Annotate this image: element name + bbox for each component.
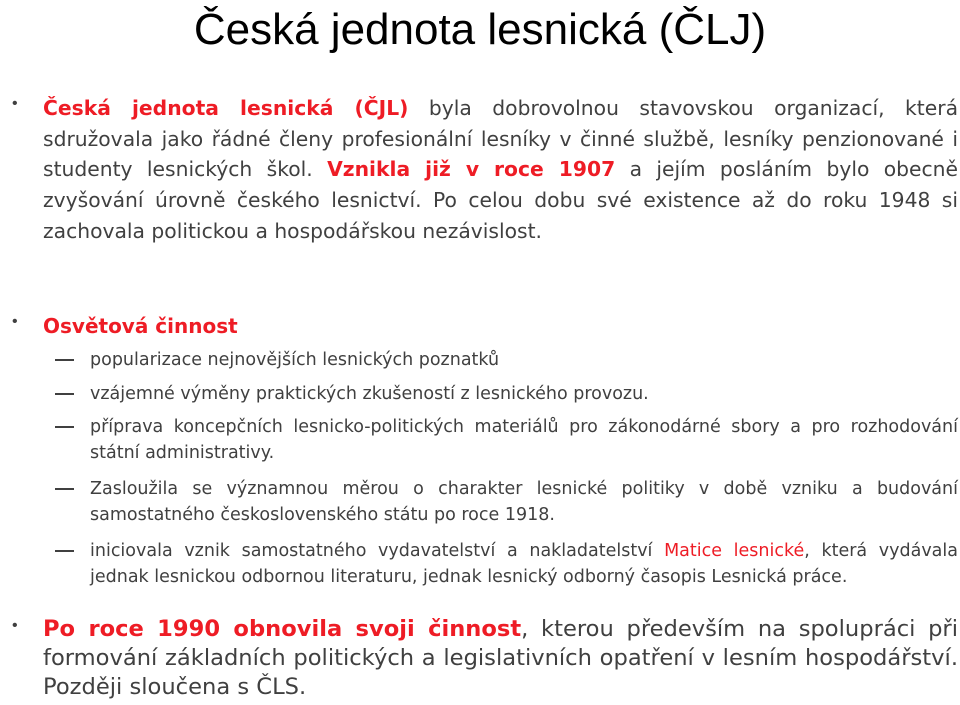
- activity-text: příprava koncepčních lesnicko-politických materiálů pro zákonodárné sbory a pro rozhodování státní administrativy.: [90, 417, 958, 463]
- bullet-renewal: [12, 615, 958, 702]
- activity-text: popularizace nejnovějších lesnických poznatků: [90, 350, 500, 370]
- bullet-founding: [12, 93, 958, 247]
- bullet-renewal-text: [43, 615, 958, 702]
- slide-title: Česká jednota lesnická (ČLJ): [193, 5, 767, 54]
- bullet-founding-text: [43, 93, 958, 247]
- activity-text: [90, 538, 958, 590]
- activity-text: vzájemné výměny praktických zkušeností z lesnického provozu.: [90, 384, 649, 404]
- dash-marker: [55, 550, 74, 552]
- dash-marker: [55, 488, 74, 490]
- bullet-dot: •: [12, 617, 18, 634]
- founding-text-1: byla dobrovolnou stavovskou organizací, která sdružovala jako řádné členy profesionální lesníky v činné službě, lesníky penzionované i studenty lesnických škol.: [43, 96, 958, 182]
- activities-heading: Osvětová činnost: [43, 314, 238, 338]
- publisher-name-highlight: Matice lesnické: [664, 541, 805, 561]
- publisher-text-after: , která vydávala jednak lesnickou odbornou literaturu, jednak lesnický odborný časopis Lesnická práce.: [90, 541, 958, 587]
- activity-item: [55, 347, 958, 373]
- publisher-text-before: iniciovala vznik samostatného vydavatelství a nakladatelství: [90, 541, 665, 561]
- activity-item: [55, 538, 958, 590]
- bullet-dot: •: [12, 95, 18, 112]
- activity-item: [55, 476, 958, 528]
- founding-text-2: a jejím posláním bylo obecně zvyšování úrovně českého lesnictví. Po celou dobu své existence až do roku 1948 si zachovala politickou a hospodářskou nezávislost.: [43, 157, 958, 243]
- bullet-activities: [12, 313, 958, 339]
- activity-item: [55, 414, 958, 466]
- renewal-highlight: Po roce 1990 obnovila svoji činnost: [43, 616, 522, 642]
- founding-year-highlight: Vznikla již v roce 1907: [327, 157, 616, 182]
- activities-list: [55, 347, 958, 600]
- dash-marker: [55, 426, 74, 428]
- organization-name: Česká jednota lesnická (ČJL): [43, 96, 409, 120]
- dash-marker: [55, 359, 74, 361]
- activity-item: [55, 381, 958, 407]
- bullet-dot: •: [12, 313, 18, 330]
- dash-marker: [55, 393, 74, 395]
- renewal-text: , kterou především na spolupráci při formování základních politických a legislativních opatření v lesním hospodářství. Později sloučena s ČLS.: [43, 616, 958, 700]
- activity-text: Zasloužila se významnou měrou o charakter lesnické politiky v době vzniku a budování samostatného československého státu po roce 1918.: [90, 479, 958, 525]
